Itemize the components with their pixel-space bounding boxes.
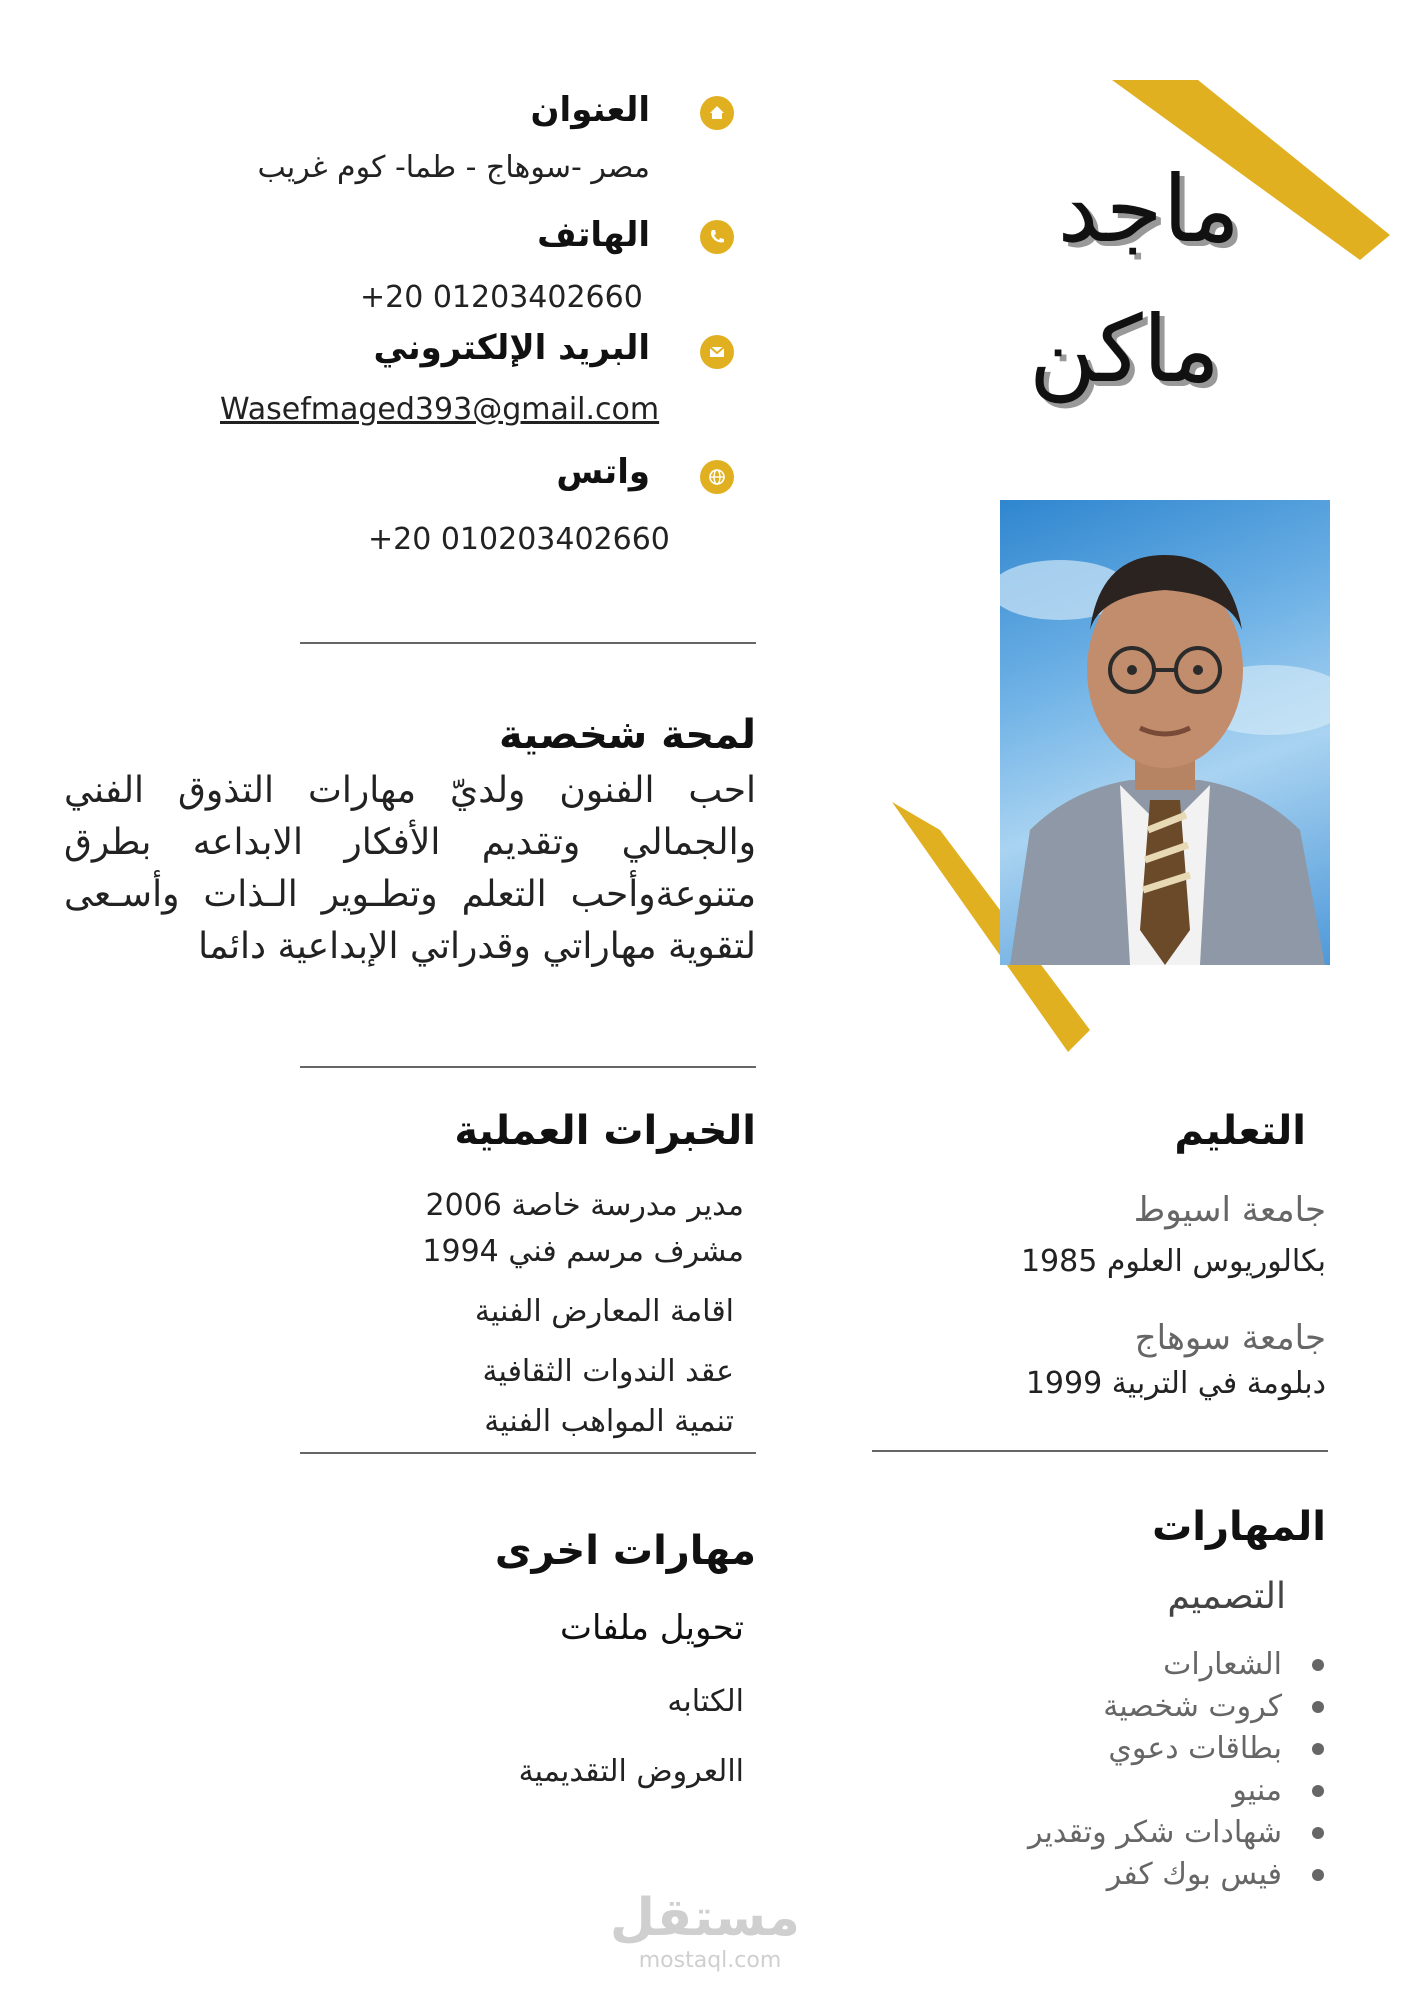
profile-text: احب الفنون ولديّ مهارات التذوق الفني والجمالي وتقديم الأفكار الابداعه بطرق متنوعةوأحب التعلم وتطـوير الـذات وأسـعى لتقوية مهاراتي وقدراتي الإبداعية دائما bbox=[64, 770, 756, 967]
contact-section bbox=[200, 80, 760, 580]
globe-icon bbox=[700, 460, 734, 494]
whatsapp-label: واتس bbox=[556, 452, 650, 492]
experience-item: مشرف مرسم فني 1994 bbox=[422, 1234, 744, 1269]
experience-item: اقامة المعارض الفنية bbox=[474, 1294, 734, 1329]
divider-3 bbox=[300, 1452, 756, 1454]
divider-1 bbox=[300, 642, 756, 644]
divider-4 bbox=[872, 1450, 1328, 1452]
skills-title: المهارات bbox=[1152, 1504, 1326, 1550]
name-line-2: ماكن bbox=[1028, 296, 1220, 403]
skill-item: منيو bbox=[960, 1770, 1324, 1812]
education-degree: بكالوريوس العلوم 1985 bbox=[1020, 1244, 1326, 1279]
watermark-logo: مستقل bbox=[609, 1888, 800, 1948]
home-icon bbox=[700, 96, 734, 130]
profile-title: لمحة شخصية bbox=[498, 712, 756, 758]
education-school: جامعة سوهاج bbox=[1134, 1318, 1326, 1358]
education-degree: دبلومة في التربية 1999 bbox=[1025, 1366, 1326, 1401]
phone-label: الهاتف bbox=[537, 215, 650, 255]
profile-photo bbox=[1000, 500, 1330, 965]
education-title: التعليم bbox=[1174, 1108, 1306, 1154]
phone-icon bbox=[700, 220, 734, 254]
other-skill-item: الكتابه bbox=[667, 1684, 744, 1719]
experience-item: مدير مدرسة خاصة 2006 bbox=[425, 1188, 744, 1223]
address-label: العنوان bbox=[530, 90, 650, 130]
experience-item: عقد الندوات الثقافية bbox=[482, 1354, 734, 1389]
name-line-1: ماجد bbox=[1057, 156, 1240, 263]
skill-item: الشعارات bbox=[960, 1644, 1324, 1686]
skill-item: فيس بوك كفر bbox=[960, 1854, 1324, 1896]
whatsapp-value: +20 010203402660 bbox=[368, 522, 670, 557]
other-skill-item: تحويل ملفات bbox=[559, 1608, 744, 1648]
skill-item: كروت شخصية bbox=[960, 1686, 1324, 1728]
skills-subtitle: التصميم bbox=[1167, 1576, 1286, 1617]
other-skills-title: مهارات اخرى bbox=[494, 1528, 756, 1574]
experience-title: الخبرات العملية bbox=[454, 1108, 756, 1154]
skill-item: بطاقات دعوي bbox=[960, 1728, 1324, 1770]
skill-item: شهادات شكر وتقدير bbox=[960, 1812, 1324, 1854]
skills-list bbox=[960, 1644, 1324, 1896]
other-skill-item: االعروض التقديمية bbox=[518, 1754, 744, 1789]
email-label: البريد الإلكتروني bbox=[373, 328, 650, 368]
education-school: جامعة اسيوط bbox=[1133, 1190, 1326, 1230]
watermark-url: mostaql.com bbox=[638, 1948, 782, 1973]
address-value: مصر -سوهاج - طما- كوم غريب bbox=[257, 150, 650, 185]
email-link[interactable]: Wasefmaged393@gmail.com bbox=[220, 392, 660, 427]
experience-item: تنمية المواهب الفنية bbox=[484, 1404, 734, 1439]
mail-icon bbox=[700, 335, 734, 369]
phone-value: +20 01203402660 bbox=[360, 280, 643, 315]
divider-2 bbox=[300, 1066, 756, 1068]
